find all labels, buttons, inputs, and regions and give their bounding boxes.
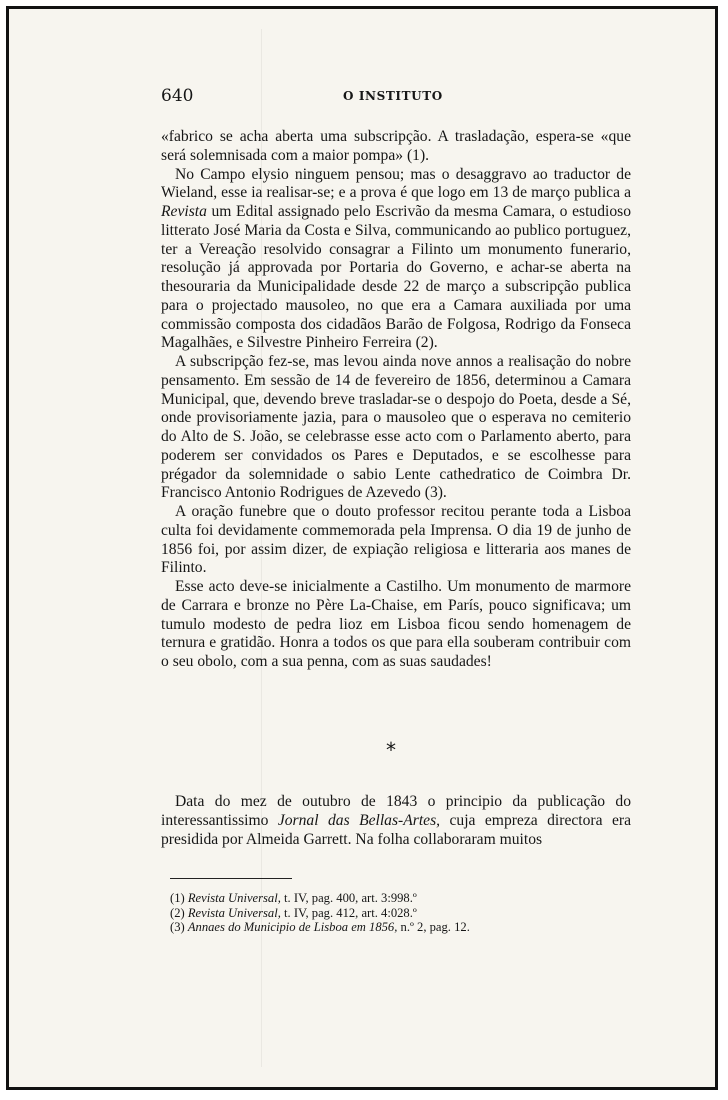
paragraph-4-text: A oração funebre que o douto professor recitou perante toda a Lisboa culta foi devidamente commemorada pela Imprensa. O dia 19 de junho de 1856 foi, por assim dizer, de expiação religiosa e litteraria aos manes de Filinto. bbox=[161, 503, 631, 577]
footnote-2 bbox=[170, 906, 630, 921]
running-title: O INSTITUTO bbox=[343, 89, 443, 103]
paragraph-3-text: A subscripção fez-se, mas levou ainda nove annos a realisação do nobre pensamento. Em sessão de 14 de fevereiro de 1856, determinou a Camara Municipal, que, devendo breve trasladar-se o despojo do Poeta, desde a Sé, onde provisoriamente jazia, para o mausoleo que o esperava no cemiterio do Alto de S. João, se celebrasse esse acto com o Parlamento aberto, para poderem ser convidados os Pares e Deputados, e se escolhesse para prégador da solemnidade o sabio Lente cathedratico de Coimbra Dr. Francisco Antonio Rodrigues de Azevedo (3). bbox=[161, 353, 631, 502]
page-number: 640 bbox=[161, 86, 194, 106]
section-2-text-a: Data do mez de outubro de 1843 o principio da publicação do interessantissimo bbox=[161, 793, 631, 829]
section-2-text bbox=[161, 793, 631, 849]
footnote-1 bbox=[170, 891, 630, 906]
paragraph-2-text-b: um Edital assignado pelo Escrivão da mesma Camara, o estudioso litterato José Maria da Costa e Silva, communicando ao publico portuguez, ter a Vereação resolvido consagrar a Filinto um monumento funerario, resolução já approvada por Portaria do Governo, e achar-se aberta na thesouraria da Municipalidade desde 22 de março a subscripção publica para o projectado mausoleo, no que era a Camara auxiliada por uma commissão composta dos cidadãos Barão de Folgosa, Rodrigo da Fonseca Magalhães, e Silvestre Pinheiro Ferreira (2). bbox=[161, 203, 631, 352]
paragraph-5-text: Esse acto deve-se inicialmente a Castilho. Um monumento de marmore de Carrara e bronze no Père La-Chaise, em París, pouco significava; um tumulo modesto de pedra lioz em Lisboa ficou sendo homenagem de ternura e gratidão. Honra a todos os que para ella souberam contribuir com o seu obolo, com a sua penna, com as suas saudades! bbox=[161, 578, 631, 670]
footnote-marker: (1) bbox=[170, 891, 185, 905]
paragraph-5 bbox=[161, 578, 631, 672]
footnote-3 bbox=[170, 920, 630, 935]
paragraph-1-text: «fabrico se acha aberta uma subscripção. A trasladação, espera-se «que será solemnisada com a maior pompa» (1). bbox=[161, 128, 631, 164]
paragraph-1 bbox=[161, 128, 631, 166]
main-text bbox=[161, 128, 631, 672]
footnote-citation: n.º 2, pag. 12. bbox=[397, 920, 470, 935]
footnote-rule bbox=[170, 878, 292, 879]
footnote-marker: (2) bbox=[170, 905, 185, 920]
footnote-citation: t. IV, pag. 400, art. 3:998.º bbox=[280, 891, 417, 905]
section-separator: * bbox=[386, 738, 396, 762]
paragraph-2 bbox=[161, 166, 631, 354]
section-2-text-b: cuja empreza directora era presidida por Almeida Garrett. Na folha collaboraram muitos bbox=[161, 811, 631, 848]
footnote-source: Annaes do Municipio de Lisboa em 1856, bbox=[187, 920, 398, 935]
footnote-citation: t. IV, pag. 412, art. 4:028.º bbox=[280, 905, 417, 920]
section-2-italic: Jornal das Bellas-Artes, bbox=[277, 811, 441, 829]
footnote-marker: (3) bbox=[170, 920, 185, 935]
footnote-source: Revista Universal, bbox=[187, 905, 281, 920]
paragraph-4 bbox=[161, 503, 631, 578]
footnotes bbox=[170, 891, 630, 935]
paragraph-2-text-a: No Campo elysio ninguem pensou; mas o desaggravo ao traductor de Wieland, esse ia realisar-se; e a prova é que logo em 13 de março publica a bbox=[161, 165, 631, 202]
footnote-source: Revista Universal, bbox=[187, 891, 281, 905]
paragraph-3 bbox=[161, 353, 631, 503]
paragraph-2-italic: Revista bbox=[161, 203, 207, 220]
section-2-paragraph bbox=[161, 793, 631, 849]
page-header bbox=[161, 86, 631, 108]
